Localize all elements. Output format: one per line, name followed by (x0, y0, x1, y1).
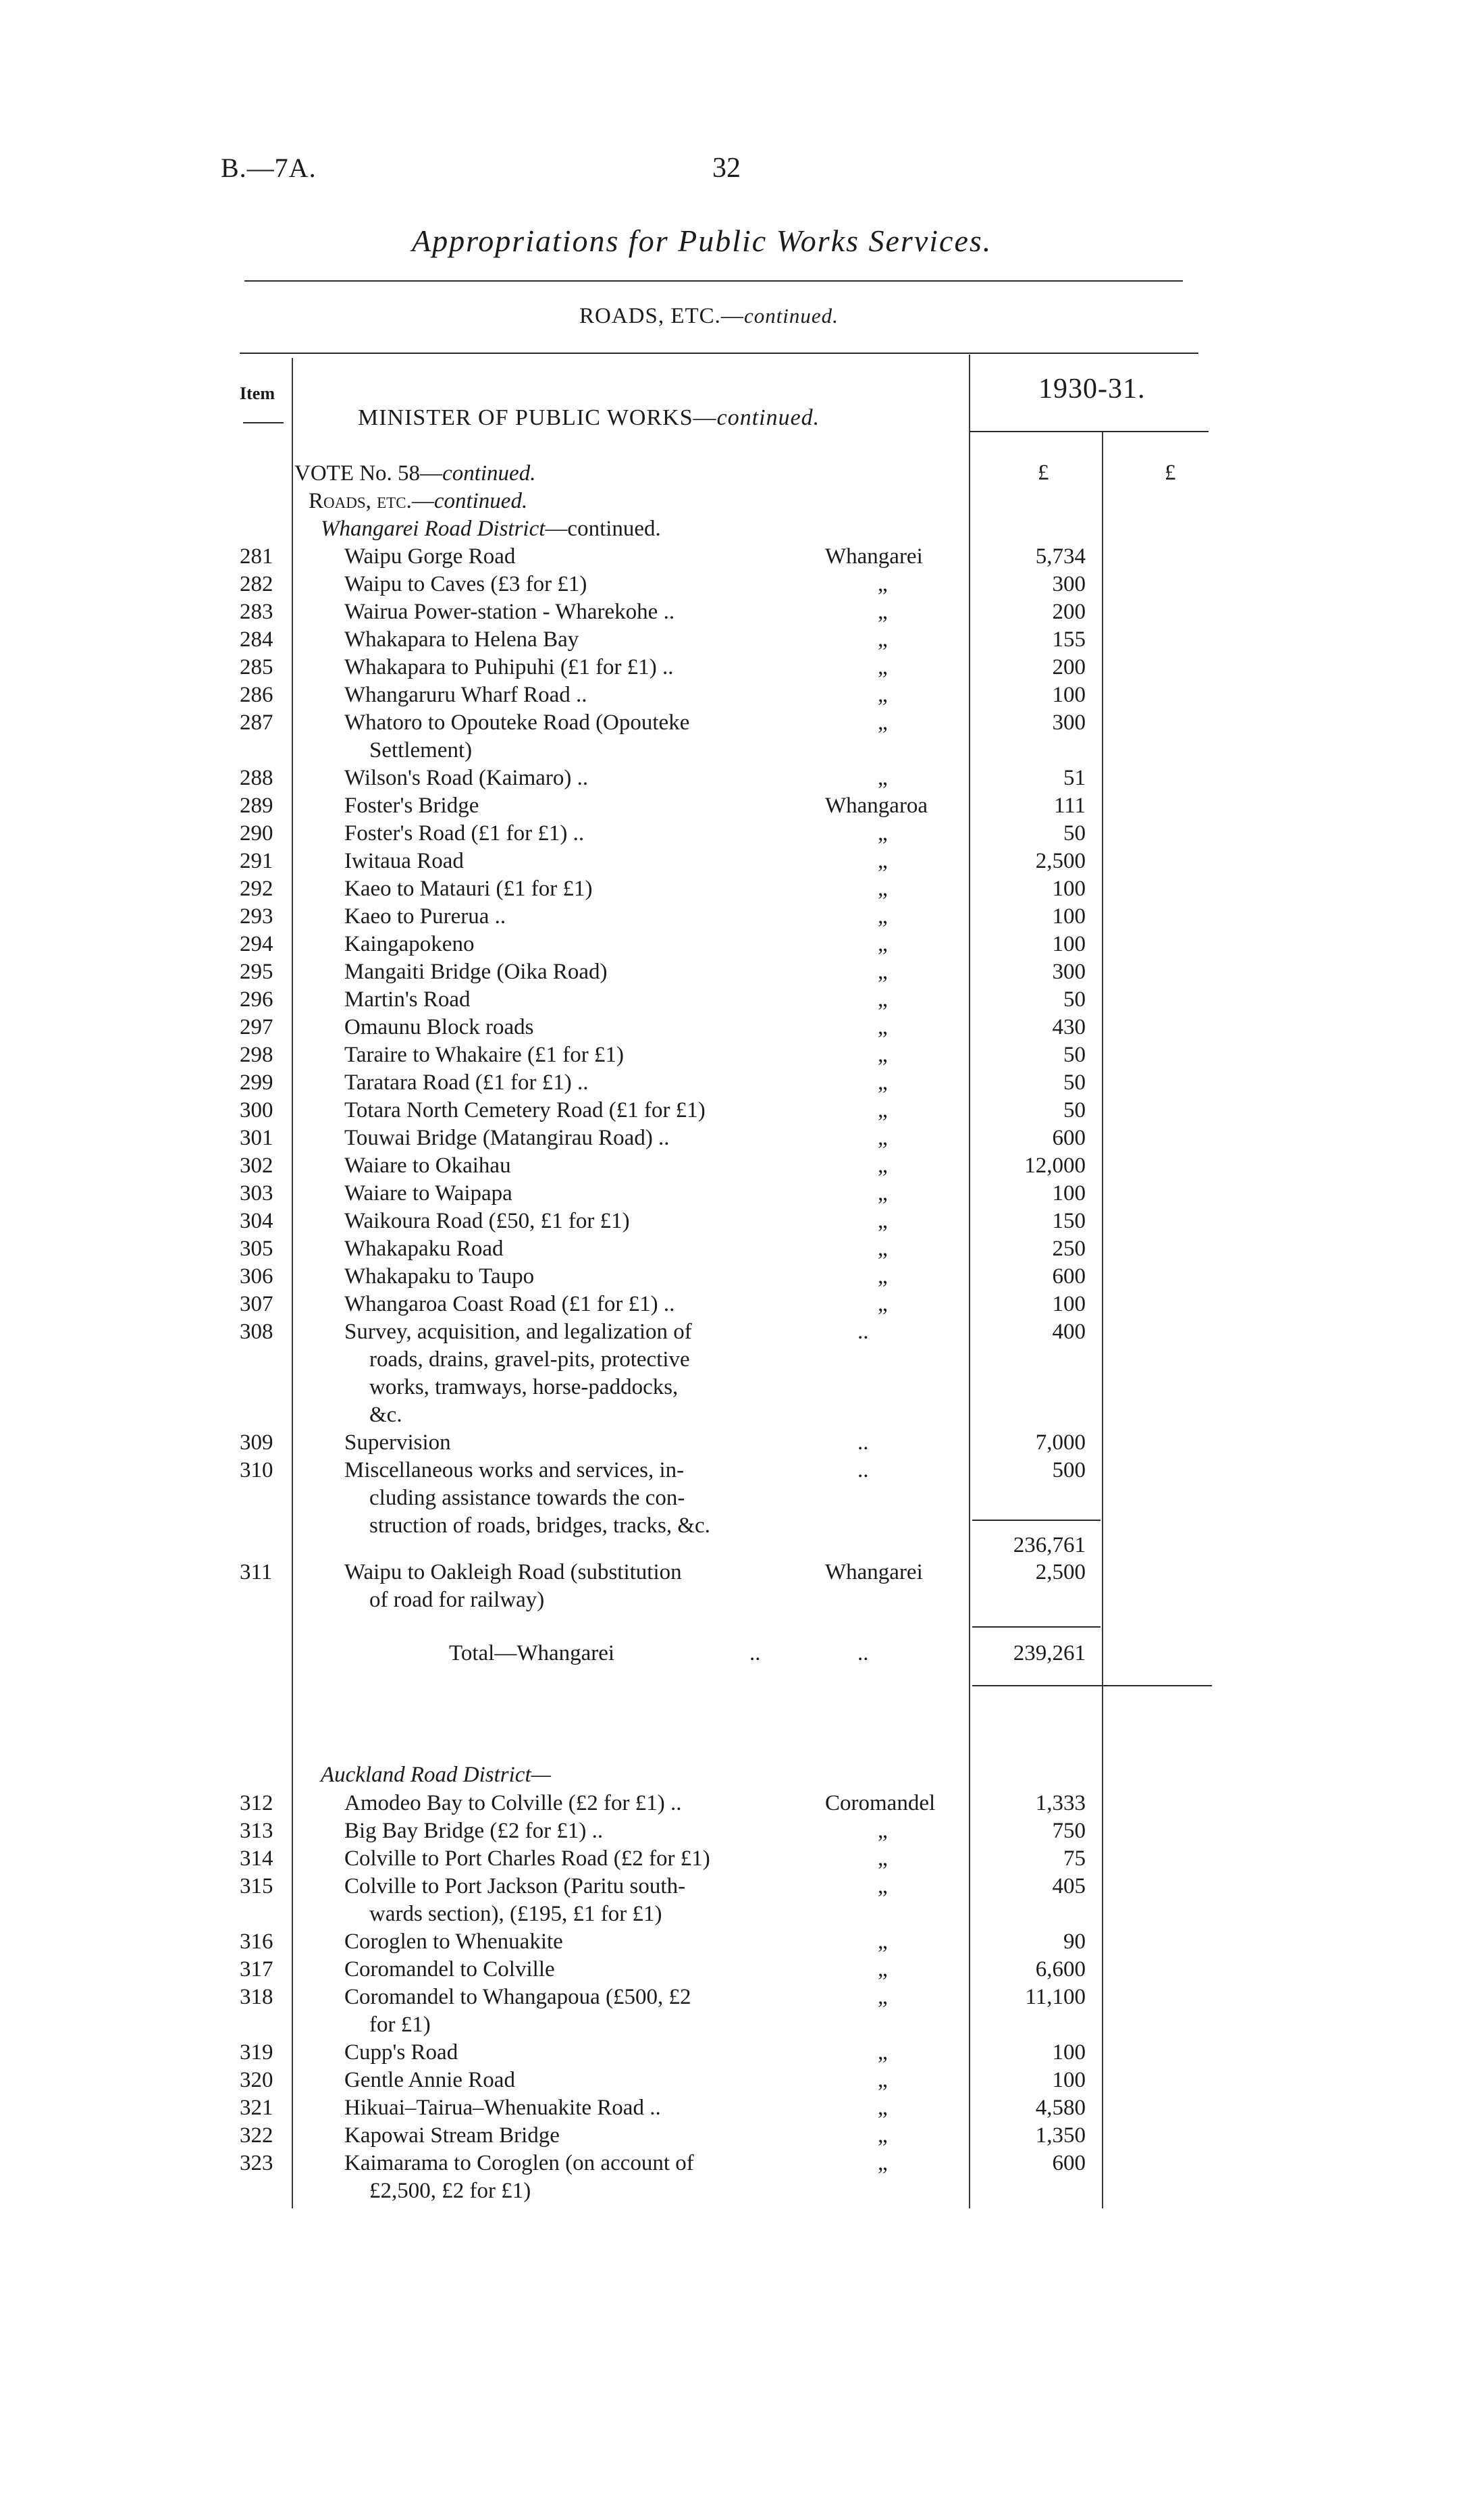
item-number: 306 (240, 1264, 273, 1289)
item-amount: 250 (1052, 1237, 1086, 1261)
item-amount: 5,734 (1035, 544, 1086, 569)
item-description: Kaimarama to Coroglen (on account of (344, 2151, 694, 2175)
item-description: Kaeo to Matauri (£1 for £1) (344, 877, 593, 901)
item-number: 297 (240, 1015, 273, 1039)
item-location: „ (878, 2040, 888, 2065)
item-description: Big Bay Bridge (£2 for £1) .. (344, 1819, 604, 1843)
item-number: 319 (240, 2040, 273, 2065)
item-description: Amodeo Bay to Colville (£2 for £1) .. (344, 1791, 682, 1815)
item-description: Mangaiti Bridge (Oika Road) (344, 960, 608, 984)
table-row (0, 2123, 1484, 2151)
item-description: Survey, acquisition, and legalization of (344, 1320, 692, 1344)
table-row (0, 1070, 1484, 1098)
item-amount: 600 (1052, 2151, 1086, 2175)
item-description: &c. (369, 1403, 402, 1427)
item-number: 313 (240, 1819, 273, 1843)
item-location: „ (878, 1957, 888, 1981)
item-amount: 75 (1063, 1846, 1086, 1871)
pound-column-2: £ (1165, 461, 1176, 485)
item-location: „ (878, 1070, 888, 1095)
item-amount: 1,350 (1035, 2123, 1086, 2148)
vote-heading (294, 461, 535, 486)
table-row (0, 683, 1484, 710)
item-location: Whangarei (825, 544, 923, 569)
item-amount: 111 (1053, 794, 1086, 818)
total-dots-1: .. (749, 1641, 761, 1665)
item-location: „ (878, 710, 888, 735)
subtotal-rule (972, 1520, 1101, 1521)
item-number: 295 (240, 960, 273, 984)
item-description: Taratara Road (£1 for £1) .. (344, 1070, 589, 1095)
table-row (0, 766, 1484, 794)
item-location: „ (878, 1043, 888, 1067)
item-description: Wairua Power-station - Wharekohe .. (344, 600, 675, 624)
vote-heading-italic: continued. (442, 461, 536, 486)
item-number: 307 (240, 1292, 273, 1316)
item-location: „ (878, 877, 888, 901)
item-description: Totara North Cemetery Road (£1 for £1) (344, 1098, 706, 1122)
item-location: „ (878, 904, 888, 929)
item-number: 289 (240, 794, 273, 818)
table-row (0, 904, 1484, 932)
item-description: Waipu Gorge Road (344, 544, 516, 569)
table-row (0, 1154, 1484, 1181)
table-row (0, 1846, 1484, 1874)
item-description: Kaeo to Purerua .. (344, 904, 506, 929)
item-location: .. (857, 1430, 869, 1455)
table-top-rule (240, 353, 1198, 354)
table-row (0, 1458, 1484, 1541)
table-row (0, 600, 1484, 627)
table-row (0, 1430, 1484, 1458)
table-row (0, 1292, 1484, 1320)
item-description: Colville to Port Jackson (Paritu south- (344, 1874, 686, 1898)
district-heading-auckland (321, 1763, 551, 1788)
table-row (0, 1985, 1484, 2040)
table-row (0, 1181, 1484, 1209)
item-column-header: Item (240, 384, 275, 403)
table-row (0, 1237, 1484, 1264)
item-amount: 100 (1052, 2068, 1086, 2092)
item-description: Supervision (344, 1430, 451, 1455)
item-description: Whakapaku Road (344, 1237, 504, 1261)
table-row (0, 2040, 1484, 2068)
page-number: 32 (712, 153, 741, 184)
item-location: „ (878, 2096, 888, 2120)
district-heading-whangarei-name: Whangarei Road District (321, 517, 546, 541)
item-description: £2,500, £2 for £1) (369, 2179, 531, 2203)
item-location: Whangaroa (825, 794, 928, 818)
item-amount: 300 (1052, 710, 1086, 735)
total-bottom-rule (972, 1685, 1212, 1686)
item-number: 296 (240, 987, 273, 1012)
item-description: Whakapaku to Taupo (344, 1264, 535, 1289)
table-row (0, 710, 1484, 766)
district-heading-whangarei (321, 517, 661, 542)
item-description: roads, drains, gravel-pits, protective (369, 1347, 690, 1372)
item-number: 283 (240, 600, 273, 624)
item-amount: 50 (1063, 987, 1086, 1012)
item-amount: 150 (1052, 1209, 1086, 1233)
item-description: wards section), (£195, £1 for £1) (369, 1902, 662, 1926)
table-row (0, 1098, 1484, 1126)
roads-heading-italic: continued. (433, 489, 528, 513)
table-row (0, 1791, 1484, 1819)
section-title-italic: continued. (743, 304, 839, 328)
total-label: Total—Whangarei (449, 1641, 615, 1665)
table-row (0, 1264, 1484, 1292)
item-amount: 300 (1052, 960, 1086, 984)
item-description: Settlement) (369, 738, 473, 762)
item-amount: 600 (1052, 1264, 1086, 1289)
item-number: 288 (240, 766, 273, 790)
item-amount: 100 (1052, 683, 1086, 707)
item-amount: 50 (1063, 821, 1086, 846)
item-description: Iwitaua Road (344, 849, 464, 873)
item-header-underline (243, 422, 284, 423)
item-location: „ (878, 600, 888, 624)
item-location: „ (878, 987, 888, 1012)
item-location: „ (878, 1264, 888, 1289)
item-amount: 430 (1052, 1015, 1086, 1039)
item-amount: 100 (1052, 877, 1086, 901)
table-row (0, 960, 1484, 987)
item-description: Waiare to Okaihau (344, 1154, 511, 1178)
item-number: 316 (240, 1929, 273, 1954)
item-amount: 400 (1052, 1320, 1086, 1344)
table-row (0, 1560, 1484, 1615)
item-number: 308 (240, 1320, 273, 1344)
item-description: Kapowai Stream Bridge (344, 2123, 560, 2148)
item-description: Coromandel to Colville (344, 1957, 555, 1981)
document-reference: B.—7A. (221, 153, 317, 183)
item-amount: 100 (1052, 1292, 1086, 1316)
item-description: Waikoura Road (£50, £1 for £1) (344, 1209, 630, 1233)
item-location: „ (878, 1237, 888, 1261)
item-number: 310 (240, 1458, 273, 1482)
total-top-rule (972, 1626, 1101, 1628)
item-description: Martin's Road (344, 987, 471, 1012)
item-amount: 100 (1052, 1181, 1086, 1206)
item-location: „ (878, 1126, 888, 1150)
item-location: .. (857, 1320, 869, 1344)
item-amount: 200 (1052, 600, 1086, 624)
item-description: cluding assistance towards the con- (369, 1486, 685, 1510)
table-row (0, 544, 1484, 572)
item-amount: 50 (1063, 1098, 1086, 1122)
item-description: Kaingapokeno (344, 932, 475, 956)
item-description: Whatoro to Opouteke Road (Opouteke (344, 710, 690, 735)
item-number: 284 (240, 627, 273, 652)
item-amount: 155 (1052, 627, 1086, 652)
item-description: Hikuai–Tairua–Whenuakite Road .. (344, 2096, 661, 2120)
minister-heading-main: MINISTER OF PUBLIC WORKS— (358, 405, 717, 430)
minister-heading (358, 405, 820, 431)
item-number: 290 (240, 821, 273, 846)
item-location: „ (878, 1015, 888, 1039)
item-amount: 1,333 (1035, 1791, 1086, 1815)
item-location: „ (878, 1846, 888, 1871)
item-number: 318 (240, 1985, 273, 2009)
item-number: 303 (240, 1181, 273, 1206)
item-description: Gentle Annie Road (344, 2068, 515, 2092)
item-number: 302 (240, 1154, 273, 1178)
item-location: „ (878, 1209, 888, 1233)
item-number: 304 (240, 1209, 273, 1233)
table-row (0, 932, 1484, 960)
item-amount: 50 (1063, 1070, 1086, 1095)
item-location: „ (878, 960, 888, 984)
item-amount: 51 (1063, 766, 1086, 790)
item-amount: 6,600 (1035, 1957, 1086, 1981)
year-column-header: 1930-31. (1038, 373, 1146, 405)
table-row (0, 2096, 1484, 2123)
item-location: „ (878, 849, 888, 873)
table-row (0, 1209, 1484, 1237)
item-description: of road for railway) (369, 1588, 545, 1612)
item-location: „ (878, 1819, 888, 1843)
item-location: „ (878, 683, 888, 707)
item-location: „ (878, 2123, 888, 2148)
item-number: 301 (240, 1126, 273, 1150)
item-description: Foster's Road (£1 for £1) .. (344, 821, 585, 846)
item-number: 311 (240, 1560, 273, 1584)
item-number: 300 (240, 1098, 273, 1122)
item-description: struction of roads, bridges, tracks, &c. (369, 1513, 710, 1538)
title-rule (244, 280, 1183, 282)
pound-column-1: £ (1038, 461, 1049, 485)
item-amount: 2,500 (1035, 1560, 1086, 1584)
item-amount: 100 (1052, 2040, 1086, 2065)
item-location: „ (878, 1292, 888, 1316)
item-location: Coromandel (825, 1791, 936, 1815)
item-description: Waipu to Caves (£3 for £1) (344, 572, 587, 596)
table-row (0, 1819, 1484, 1846)
item-amount: 200 (1052, 655, 1086, 679)
item-number: 315 (240, 1874, 273, 1898)
section-title-main: ROADS, ETC.— (579, 304, 744, 328)
table-row (0, 849, 1484, 877)
table-row (0, 821, 1484, 849)
item-description: for £1) (369, 2013, 431, 2037)
item-number: 322 (240, 2123, 273, 2148)
table-row (0, 627, 1484, 655)
item-description: Whangaruru Wharf Road .. (344, 683, 587, 707)
item-amount: 600 (1052, 1126, 1086, 1150)
item-description: Miscellaneous works and services, in- (344, 1458, 685, 1482)
item-description: Omaunu Block roads (344, 1015, 534, 1039)
item-description: Colville to Port Charles Road (£2 for £1) (344, 1846, 710, 1871)
item-location: „ (878, 1181, 888, 1206)
item-location: „ (878, 1874, 888, 1898)
table-row (0, 2151, 1484, 2206)
item-location: „ (878, 1154, 888, 1178)
total-dots-2: .. (857, 1641, 869, 1665)
item-amount: 50 (1063, 1043, 1086, 1067)
item-amount: 90 (1063, 1929, 1086, 1954)
item-number: 320 (240, 2068, 273, 2092)
district-heading-whangarei-suffix: —continued. (545, 517, 661, 541)
item-location: „ (878, 932, 888, 956)
item-description: Coromandel to Whangapoua (£500, £2 (344, 1985, 691, 2009)
table-row (0, 1126, 1484, 1154)
table-row (0, 1043, 1484, 1070)
table-row (0, 572, 1484, 600)
item-amount: 500 (1052, 1458, 1086, 1482)
item-location: „ (878, 572, 888, 596)
roads-heading (309, 489, 527, 514)
item-amount: 2,500 (1035, 849, 1086, 873)
item-description: Foster's Bridge (344, 794, 479, 818)
item-number: 292 (240, 877, 273, 901)
item-description: Touwai Bridge (Matangirau Road) .. (344, 1126, 670, 1150)
item-amount: 405 (1052, 1874, 1086, 1898)
item-number: 299 (240, 1070, 273, 1095)
table-row (0, 987, 1484, 1015)
roads-heading-main: Roads, etc.— (309, 489, 434, 513)
item-description: Wilson's Road (Kaimaro) .. (344, 766, 589, 790)
item-number: 293 (240, 904, 273, 929)
item-location: „ (878, 1098, 888, 1122)
table-row (0, 1957, 1484, 1985)
section-title (579, 304, 839, 329)
item-location: „ (878, 2068, 888, 2092)
item-amount: 11,100 (1025, 1985, 1086, 2009)
page-title: Appropriations for Public Works Services. (412, 224, 992, 258)
item-location: „ (878, 627, 888, 652)
item-description: Coroglen to Whenuakite (344, 1929, 563, 1954)
item-number: 314 (240, 1846, 273, 1871)
year-header-underline (969, 431, 1209, 432)
subtotal-amount: 236,761 (1013, 1533, 1086, 1557)
item-number: 298 (240, 1043, 273, 1067)
table-row (0, 655, 1484, 683)
item-amount: 4,580 (1035, 2096, 1086, 2120)
item-number: 309 (240, 1430, 273, 1455)
item-description: Cupp's Road (344, 2040, 458, 2065)
item-number: 282 (240, 572, 273, 596)
table-row (0, 2068, 1484, 2096)
item-location: „ (878, 2151, 888, 2175)
item-amount: 100 (1052, 932, 1086, 956)
item-description: Whangaroa Coast Road (£1 for £1) .. (344, 1292, 675, 1316)
vote-heading-main: VOTE No. 58— (294, 461, 443, 486)
item-number: 294 (240, 932, 273, 956)
table-row (0, 1874, 1484, 1929)
item-location: „ (878, 821, 888, 846)
item-number: 317 (240, 1957, 273, 1981)
item-description: Waipu to Oakleigh Road (substitution (344, 1560, 682, 1584)
item-location: „ (878, 655, 888, 679)
item-location: Whangarei (825, 1560, 923, 1584)
item-number: 291 (240, 849, 273, 873)
item-number: 305 (240, 1237, 273, 1261)
item-number: 286 (240, 683, 273, 707)
item-amount: 100 (1052, 904, 1086, 929)
item-number: 321 (240, 2096, 273, 2120)
item-amount: 7,000 (1035, 1430, 1086, 1455)
table-row (0, 1929, 1484, 1957)
item-description: Whakapara to Puhipuhi (£1 for £1) .. (344, 655, 674, 679)
item-description: Waiare to Waipapa (344, 1181, 512, 1206)
item-amount: 12,000 (1024, 1154, 1086, 1178)
minister-heading-italic: continued. (716, 405, 820, 430)
item-amount: 300 (1052, 572, 1086, 596)
item-amount: 750 (1052, 1819, 1086, 1843)
item-number: 312 (240, 1791, 273, 1815)
total-amount: 239,261 (1013, 1641, 1086, 1665)
item-location: „ (878, 1985, 888, 2009)
table-row (0, 1320, 1484, 1430)
table-row (0, 1015, 1484, 1043)
item-location: „ (878, 766, 888, 790)
item-location: .. (857, 1458, 869, 1482)
item-number: 323 (240, 2151, 273, 2175)
item-location: „ (878, 1929, 888, 1954)
table-row (0, 877, 1484, 904)
item-number: 287 (240, 710, 273, 735)
district-heading-auckland-name: Auckland Road District— (321, 1763, 551, 1787)
item-description: Taraire to Whakaire (£1 for £1) (344, 1043, 624, 1067)
item-description: Whakapara to Helena Bay (344, 627, 579, 652)
item-number: 285 (240, 655, 273, 679)
table-row (0, 794, 1484, 821)
item-description: works, tramways, horse-paddocks, (369, 1375, 679, 1399)
item-number: 281 (240, 544, 273, 569)
